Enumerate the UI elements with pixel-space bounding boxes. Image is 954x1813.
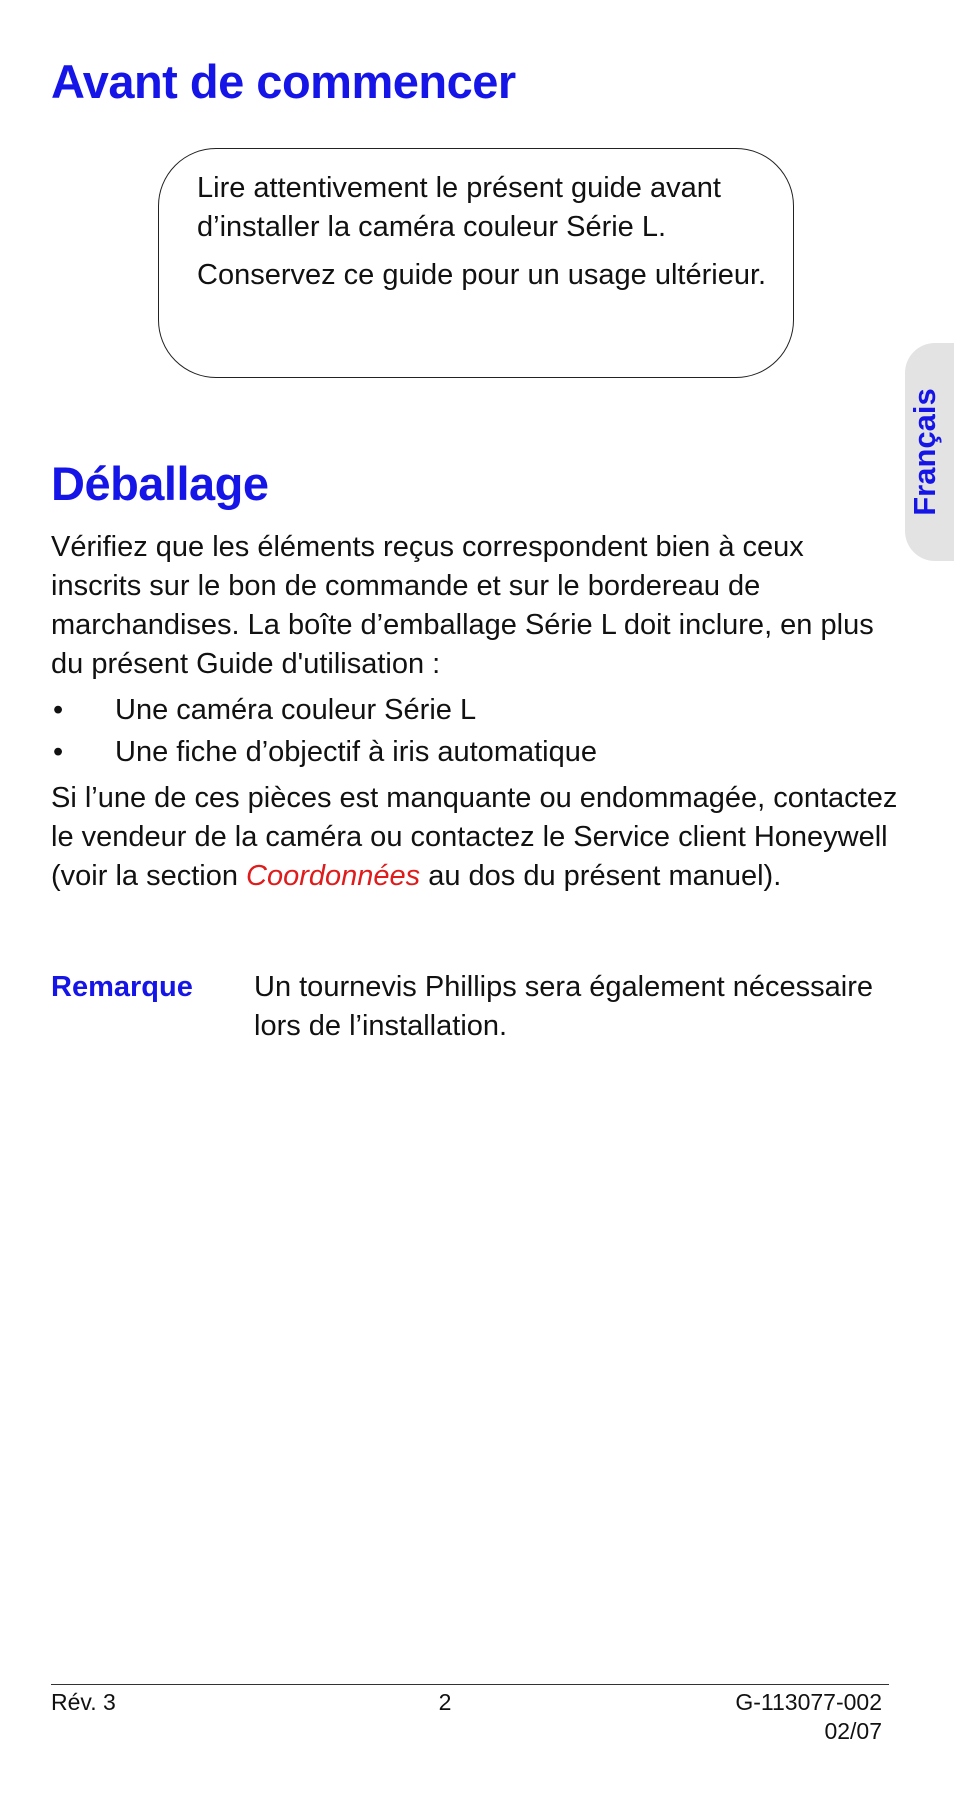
footer-divider bbox=[51, 1684, 889, 1685]
callout-text-keep-guide: Conservez ce guide pour un usage ultérieur. bbox=[197, 259, 767, 291]
note-label: Remarque bbox=[51, 971, 193, 1003]
list-item-text: Une fiche d’objectif à iris automatique bbox=[115, 736, 597, 768]
bullet-icon: • bbox=[53, 694, 64, 726]
callout-text-read-guide: Lire attentivement le présent guide avant d’installer la caméra couleur Série L. bbox=[197, 172, 721, 243]
footer-document-id: G-113077-002 bbox=[735, 1689, 882, 1715]
heading-before-starting: Avant de commencer bbox=[51, 55, 516, 108]
list-item bbox=[51, 733, 597, 772]
note-text: Un tournevis Phillips sera également nécessaire lors de l’installation. bbox=[254, 971, 873, 1042]
missing-parts-text-end: au dos du présent manuel). bbox=[420, 860, 782, 892]
unpacking-intro-paragraph: Vérifiez que les éléments reçus correspondent bien à ceux inscrits sur le bon de commande et sur le bordereau de marchandises. La boîte d’emballage Série L doit inclure, en plus du présent Guide d'utilisation : bbox=[51, 531, 874, 680]
missing-parts-text-start: Si l’une de ces pièces est manquante ou endommagée, contactez le vendeur de la caméra ou contactez le Service client Honeywell (voir la section bbox=[51, 782, 898, 892]
footer-date: 02/07 bbox=[824, 1718, 882, 1744]
package-contents-list bbox=[51, 691, 597, 775]
list-item-text: Une caméra couleur Série L bbox=[115, 694, 477, 726]
footer-page-number: 2 bbox=[438, 1689, 452, 1715]
footer-revision: Rév. 3 bbox=[51, 1689, 116, 1715]
language-tab-label: Français bbox=[907, 388, 942, 516]
missing-parts-paragraph bbox=[51, 779, 901, 896]
heading-unpacking: Déballage bbox=[51, 457, 269, 510]
contact-section-link[interactable]: Coordonnées bbox=[246, 860, 421, 892]
callout-box bbox=[158, 148, 794, 378]
bullet-icon: • bbox=[53, 736, 64, 768]
list-item bbox=[51, 691, 597, 730]
